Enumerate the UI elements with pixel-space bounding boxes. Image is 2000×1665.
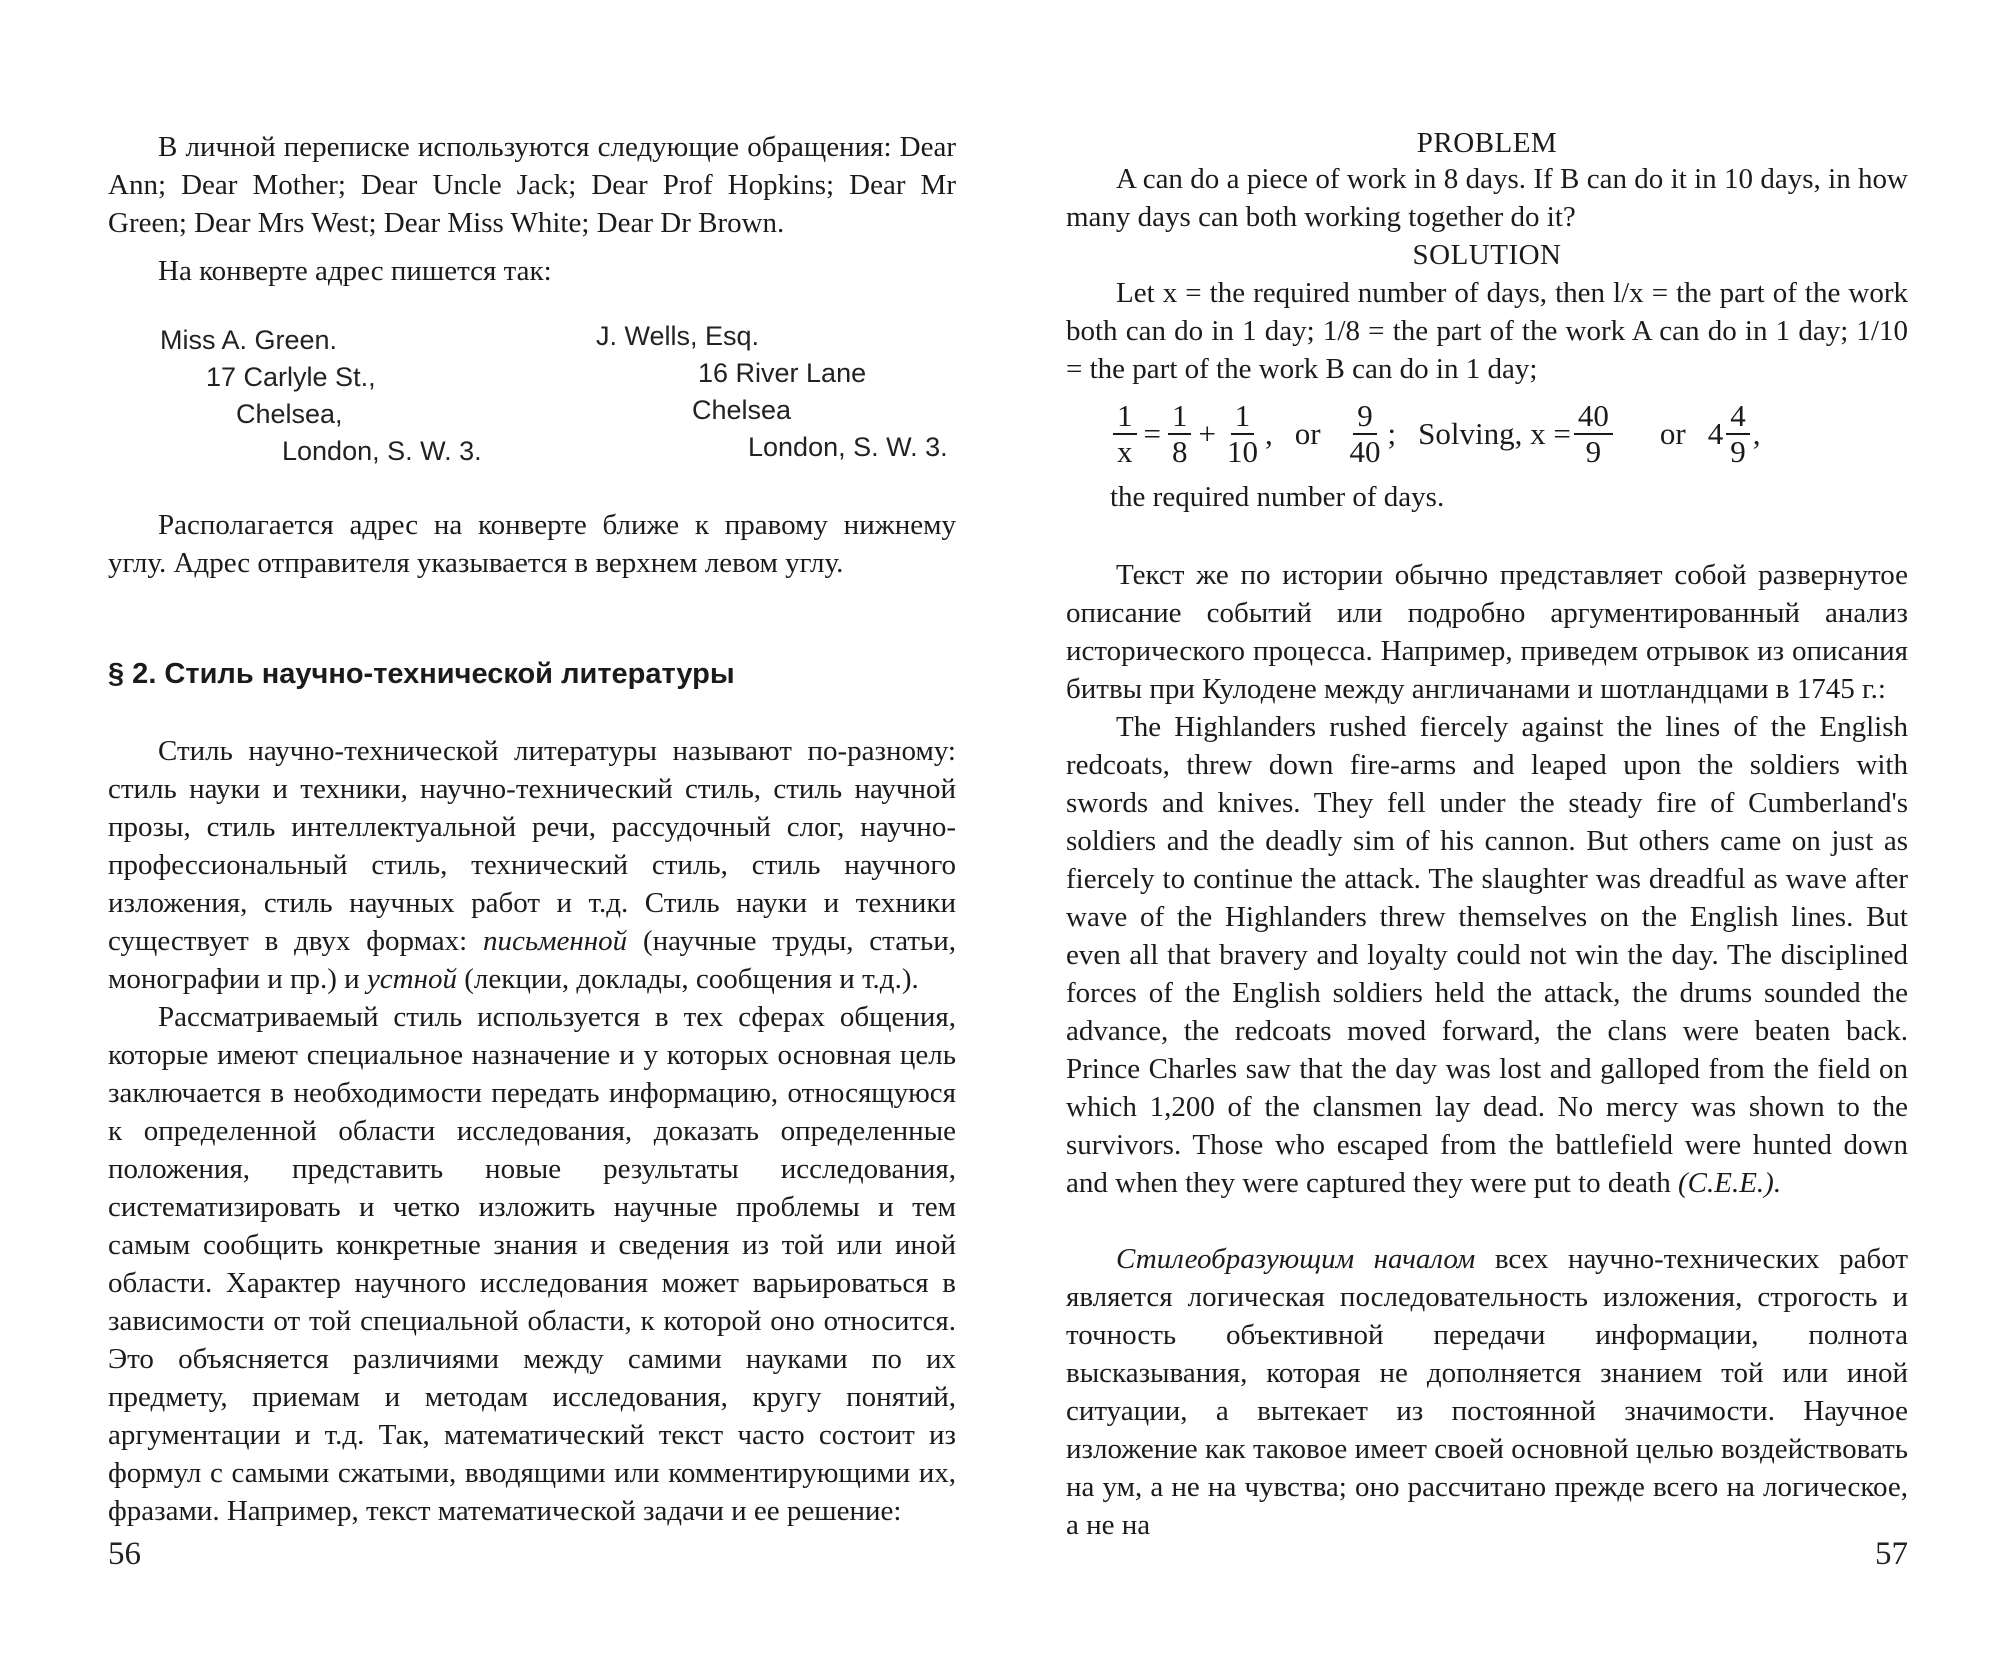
fraction-9-over-40: $\frac{9}{40}$ (1349, 398, 1381, 469)
intro-paragraph: В личной переписке используются следующие обращения: Dear Ann; Dear Mother; Dear Uncle Jack; Dear Prof Hopkins; Dear Mr Green; Dear Mrs West; Dear Miss White; Dear Dr Brown. (108, 131, 956, 239)
para3-text: всех научно-технических работ является логическая последовательность изложения, строгость и точность объективной передачи информации, полнота высказывания, которая не дополняется знанием той или иной ситуации, а вытекает из постоянной значимости. Научное изложение как таковое имеет своей основной целью воздействовать на ум, а не на чувства; оно рассчитано прежде всего на логическое, а не на (1066, 1243, 1908, 1541)
para1-italic-written: письменной (482, 925, 628, 957)
fraction-1-over-10: $\frac{1}{10}$ (1226, 398, 1258, 469)
address2-line4: London, S. W. 3. (748, 432, 948, 462)
address2-line1: J. Wells, Esq. (596, 321, 760, 351)
formula-comma-2: , (1752, 416, 1761, 451)
history-text-paragraph: Текст же по истории обычно представляет собой развернутое описание событий или подробно аргументированный анализ исторического процесса. Например, приведем отрывок из описания битвы при Кулодене между англичанами и шотландцами в 1745 г.: (1066, 559, 1908, 705)
formula-or-2: or (1659, 416, 1686, 451)
address1-line1: Miss A. Green. (160, 325, 338, 355)
address1-line4: London, S. W. 3. (282, 436, 482, 466)
address1-line3: Chelsea, (236, 399, 343, 429)
left-page (108, 0, 956, 1665)
style-forms-paragraph (108, 732, 956, 998)
placement-paragraph: Располагается адрес на конверте ближе к правому нижнему углу. Адрес отправителя указывается в верхнем левом углу. (108, 509, 956, 579)
para3-italic-term: Стилеобразующим началом (1116, 1243, 1476, 1275)
solution-title: SOLUTION (1412, 239, 1562, 271)
envelope-line: На конверте адрес пишется так: (158, 255, 552, 287)
fraction-1-over-8: $\frac{1}{8}$ (1168, 399, 1192, 469)
para1-text-3: (лекции, доклады, сообщения и т.д.). (457, 963, 919, 995)
formula-or-1: or (1294, 416, 1321, 451)
plus-sign: + (1198, 416, 1216, 451)
style-principle-paragraph (1066, 1240, 1908, 1544)
required-days-line: the required number of days. (1110, 481, 1445, 513)
formula-comma-1: , (1264, 416, 1273, 451)
address2-line2: 16 River Lane (698, 358, 867, 388)
address-example-2 (596, 318, 948, 466)
formula-semicolon: ; (1387, 416, 1397, 451)
mixed-whole: 4 (1707, 416, 1724, 451)
address2-line3: Chelsea (692, 395, 792, 425)
culloden-excerpt (1066, 708, 1908, 1202)
fraction-40-over-9: $\frac{40}{9}$ (1574, 399, 1613, 469)
problem-text: A can do a piece of work in 8 days. If B can do it in 10 days, in how many days can both working together do it? (1066, 163, 1908, 233)
para1-text-1: Стиль научно-технической литературы называют по-разному: стиль науки и техники, научно-технический стиль, стиль научной прозы, стиль интеллектуальной речи, рассудочный слог, научно-профессиональный стиль, технический стиль, стиль научного изложения, стиль научных работ и т.д. Стиль науки и техники существует в двух формах: (108, 735, 956, 957)
culloden-text: The Highlanders rushed fiercely against the lines of the English redcoats, threw down fire-arms and leaped upon the soldiers with swords and knives. They fell under the steady fire of Cumberland's soldiers and the deadly sim of his cannon. But others came on just as fiercely to continue the attack. The slaughter was dreadful as wave after wave of the Highlanders threw themselves on the English lines. But even all that bravery and loyalty could not win the day. The disciplined forces of the English soldiers held the attack, the drums sounded the advance, the redcoats moved forward, the clans were beaten back. Prince Charles saw that the day was lost and galloped from the field on which 1,200 of the clansmen lay dead. No mercy was shown to the survivors. Those who escaped from the battlefield were hunted down and when they were captured they were put to death (1066, 711, 1908, 1199)
problem-title: PROBLEM (1416, 127, 1558, 159)
style-usage-paragraph: Рассматриваемый стиль используется в тех сферах общения, которые имеют специальное назначение и у которых основная цель заключается в необходимости передать информацию, относящуюся к определенной области исследования, доказать определенные положения, представить новые результаты исследования, систематизировать и четко изложить научные проблемы и тем самым сообщить конкретные знания и сведения из той или иной области. Характер научного исследования может варьироваться в зависимости от той специальной области, к которой оно относится. Это объясняется различиями между самими науками по их предмету, приемам и методам исследования, кругу понятий, аргументации и т.д. Так, математический текст часто состоит из формул с самыми сжатыми, вводящими или комментирующими их, фразами. Например, текст математической задачи и ее решение: (108, 1001, 956, 1527)
math-formula (1110, 392, 1760, 476)
page-number-left: 56 (108, 1536, 141, 1572)
address1-line2: 17 Carlyle St., (206, 362, 376, 392)
para1-text-2: (научные труды, статьи, монографии и пр.) и (108, 925, 956, 995)
equals-sign: = (1143, 416, 1161, 451)
address-example-1 (160, 322, 482, 470)
fraction-1-over-x: $\frac{1}{x}$ (1113, 399, 1137, 469)
excerpt-source: (C.E.E.). (1677, 1167, 1782, 1199)
mixed-number (1708, 399, 1753, 469)
para1-italic-oral: устной (366, 963, 458, 995)
fraction-4-over-9: $\frac{4}{9}$ (1726, 399, 1750, 469)
right-page (1066, 0, 1908, 1665)
solution-text: Let x = the required number of days, then l/x = the part of the work both can do in 1 day; 1/8 = the part of the work A can do in 1 day; 1/10 = the part of the work B can do in 1 day; (1066, 277, 1908, 385)
formula-solving: Solving, x = (1418, 416, 1571, 451)
section-heading: § 2. Стиль научно-технической литературы (108, 658, 735, 690)
page-number-right: 57 (1875, 1536, 1908, 1572)
